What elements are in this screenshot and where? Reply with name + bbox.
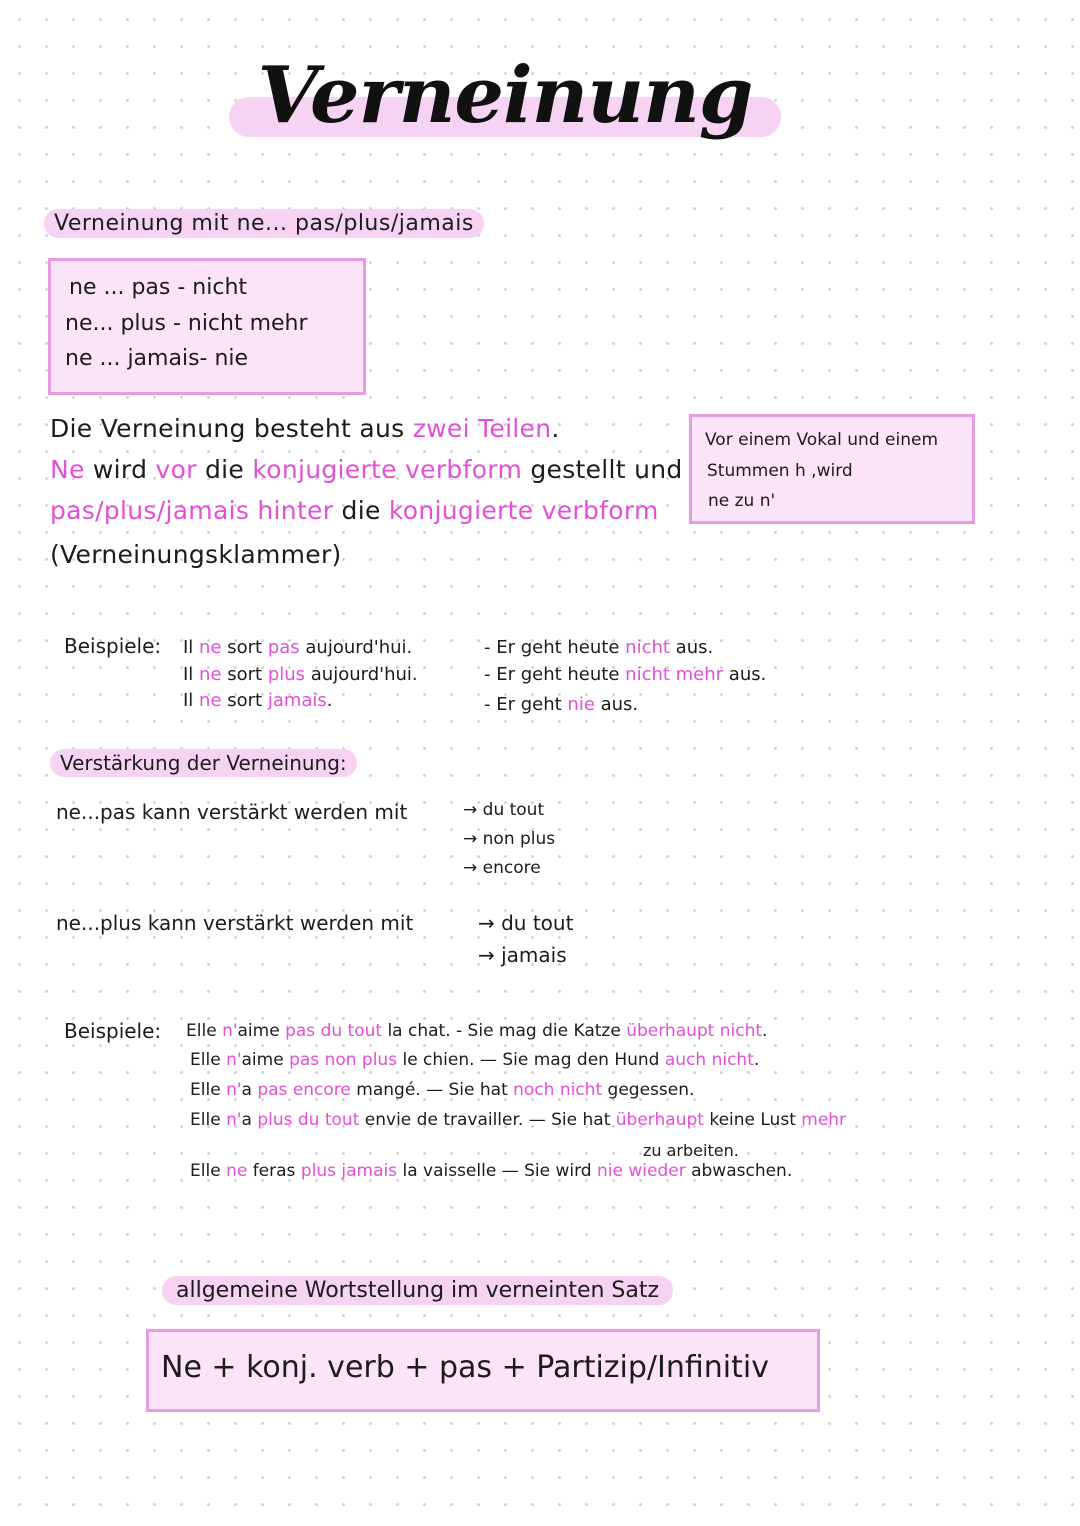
section-heading-negation: Verneinung mit ne... pas/plus/jamais xyxy=(44,211,484,236)
negation-forms-box xyxy=(48,258,366,395)
example-pair: Elle n'a pas encore mangé. — Sie hat noch nicht gegessen. xyxy=(190,1080,695,1100)
section-heading-wordorder: allgemeine Wortstellung im verneinten Satz xyxy=(162,1278,673,1303)
example-pair: Elle n'aime pas non plus le chien. — Sie mag den Hund auch nicht. xyxy=(190,1050,760,1070)
example-fr: Il ne sort pas aujourd'hui. xyxy=(183,637,413,658)
plus-reinforce-intro: ne...plus kann verstärkt werden mit xyxy=(56,911,414,935)
example-de: - Er geht heute nicht mehr aus. xyxy=(484,664,767,685)
note-line: Stummen h ,wird xyxy=(707,461,853,481)
formula: Ne + konj. verb + pas + Partizip/Infinitiv xyxy=(161,1350,769,1385)
rule-line-1: Die Verneinung besteht aus zwei Teilen. xyxy=(50,414,560,443)
example-pair: Elle ne feras plus jamais la vaisselle — Sie wird nie wieder abwaschen. xyxy=(190,1161,793,1181)
examples-label: Beispiele: xyxy=(64,1019,162,1043)
pas-reinforce-intro: ne...pas kann verstärkt werden mit xyxy=(56,800,408,824)
pas-option: → non plus xyxy=(463,829,556,849)
form-row: ne ... jamais- nie xyxy=(65,346,249,371)
plus-option: → du tout xyxy=(478,911,574,935)
pas-option: → du tout xyxy=(463,800,545,820)
example-fr: Il ne sort plus aujourd'hui. xyxy=(183,664,418,685)
example-continuation: zu arbeiten. xyxy=(643,1141,739,1160)
example-pair: Elle n'aime pas du tout la chat. - Sie mag die Katze überhaupt nicht. xyxy=(186,1021,768,1041)
form-row: ne ... pas - nicht xyxy=(69,275,248,300)
vowel-note-box xyxy=(689,414,975,524)
example-de: - Er geht heute nicht aus. xyxy=(484,637,714,658)
examples-label: Beispiele: xyxy=(64,634,162,658)
example-fr: Il ne sort jamais. xyxy=(183,690,333,711)
form-row: ne... plus - nicht mehr xyxy=(65,311,308,336)
example-de: - Er geht nie aus. xyxy=(484,694,639,715)
example-pair: Elle n'a plus du tout envie de travailler. — Sie hat überhaupt keine Lust mehr xyxy=(190,1110,847,1130)
plus-option: → jamais xyxy=(478,943,567,967)
formula-box xyxy=(146,1329,820,1412)
section-heading-reinforce: Verstärkung der Verneinung: xyxy=(50,751,357,775)
rule-line-4: (Verneinungsklammer) xyxy=(50,540,342,569)
page-title: Verneinung xyxy=(257,50,753,141)
pas-option: → encore xyxy=(463,858,541,878)
note-line: Vor einem Vokal und einem xyxy=(705,430,939,450)
rule-line-2: Ne wird vor die konjugierte verbform gestellt und xyxy=(50,455,683,484)
note-line: ne zu n' xyxy=(708,491,776,511)
rule-line-3: pas/plus/jamais hinter die konjugierte verbform xyxy=(50,496,659,525)
